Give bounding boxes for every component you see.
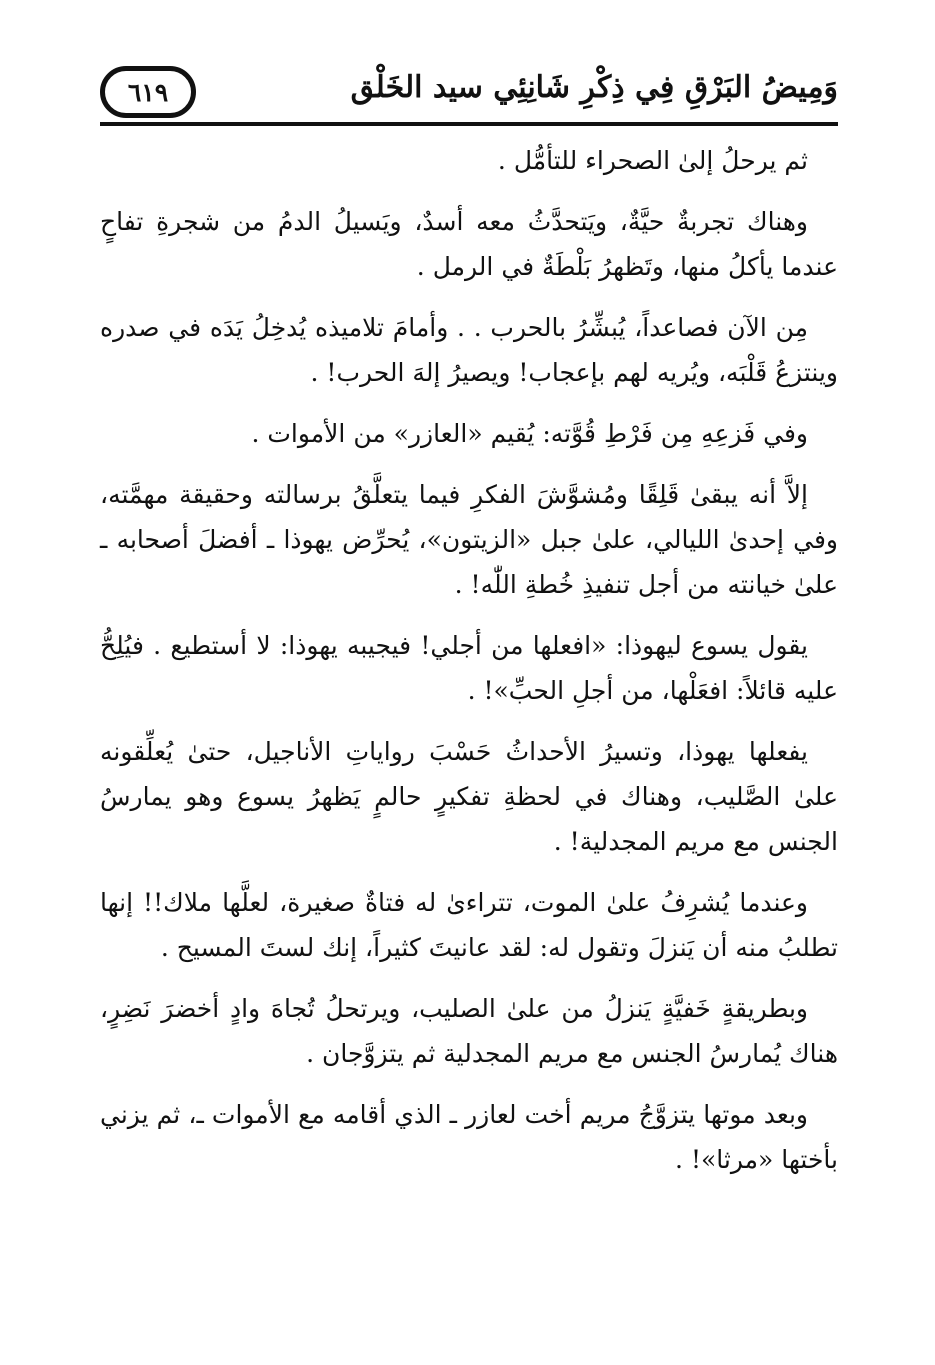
paragraph: وبعد موتها يتزوَّجُ مريم أخت لعازر ـ الذي أقامه مع الأموات ـ، ثم يزني بأختها «مرثا»! . (100, 1100, 838, 1174)
running-title: وَمِيضُ البَرْقِ فِي ذِكْرِ شَانِئِي سيد الخَلْق (350, 70, 838, 105)
paragraph: إلاَّ أنه يبقىٰ قَلِقًا ومُشوَّشَ الفكرِ فيما يتعلَّقُ برسالته وحقيقة مهمَّته، وفي إحدىٰ الليالي، علىٰ جبل «الزيتون»، يُحرِّض يهوذا ـ أفضلَ أصحابه ـ علىٰ خيانته من أجل تنفيذِ خُطةِ اللّٰه! . (100, 480, 838, 599)
paragraph: وعندما يُشرِفُ علىٰ الموت، تتراءىٰ له فتاةٌ صغيرة، لعلَّها ملاك!! إنها تطلبُ منه أن يَنزلَ وتقول له: لقد عانيتَ كثيراً، إنك لستَ المسيح . (100, 888, 838, 962)
page-number: ٦١٩ (100, 66, 196, 118)
paragraph: يفعلها يهوذا، وتسيرُ الأحداثُ حَسْبَ رواياتِ الأناجيل، حتىٰ يُعلِّقونه علىٰ الصَّليب، وهناك في لحظةِ تفكيرٍ حالمٍ يَظهرُ يسوع وهو يمارسُ الجنس مع مريم المجدلية! . (100, 737, 838, 856)
paragraph: وهناك تجربةٌ حيَّةٌ، ويَتحدَّثُ معه أسدٌ، ويَسيلُ الدمُ من شجرةِ تفاحٍ عندما يأكلُ منها، وتَظهرُ بَلْطَةٌ في الرمل . (100, 207, 838, 281)
paragraph: يقول يسوع ليهوذا: «افعلها من أجلي! فيجيبه يهوذا: لا أستطيع . فيُلِحُّ عليه قائلاً: افعَلْها، من أجلِ الحبِّ»! . (100, 631, 838, 705)
paragraph: وبطريقةٍ خَفيَّةٍ يَنزلُ من علىٰ الصليب، ويرتحلُ تُجاهَ وادٍ أخضرَ نَضِرٍ، هناك يُمارسُ الجنس مع مريم المجدلية ثم يتزوَّجان . (100, 994, 838, 1068)
page-header (100, 62, 838, 124)
paragraph: وفي فَزعِهِ مِن فَرْطِ قُوَّته: يُقيم «العازر» من الأموات . (251, 419, 808, 448)
paragraph: مِن الآن فصاعداً، يُبشِّرُ بالحرب . . وأمامَ تلاميذه يُدخِلُ يَدَه في صدره وينتزعُ قَلْبَه، ويُريه لهم بإعجاب! ويصيرُ إلهَ الحرب! . (100, 313, 838, 387)
paragraph: ثم يرحلُ إلىٰ الصحراء للتأمُّل . (497, 146, 808, 175)
body-text (100, 138, 838, 1198)
header-rule (100, 122, 838, 126)
